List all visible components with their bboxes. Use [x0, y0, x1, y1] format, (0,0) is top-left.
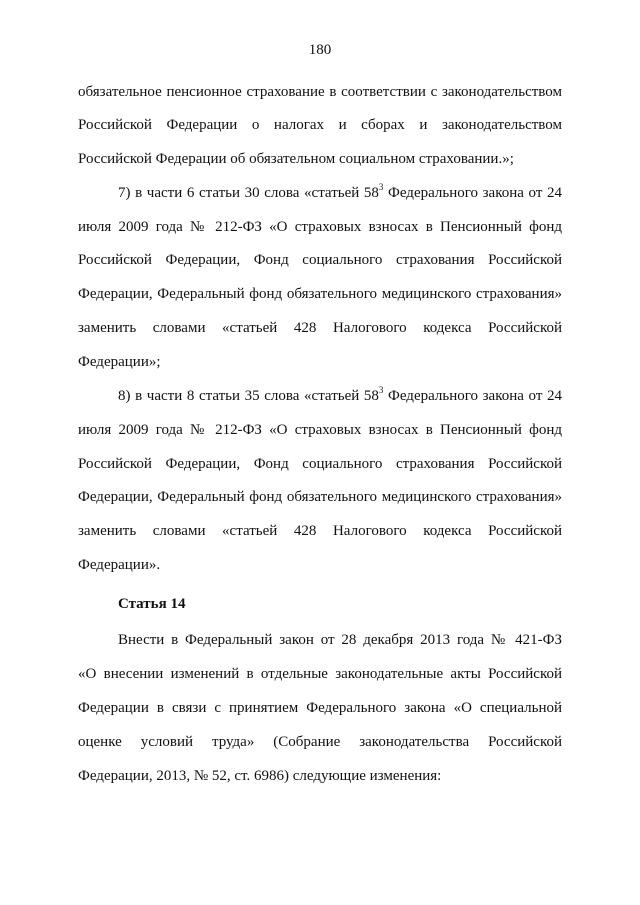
paragraph-line: Федерации, Федеральный фонд обязательного медицинского страхования» — [78, 489, 562, 505]
paragraph-line: июля 2009 года № 212-ФЗ «О страховых взносах в Пенсионный фонд — [78, 422, 562, 438]
paragraph-line: оценке условий труда» (Собрание законодательства Российской — [78, 734, 562, 750]
paragraph-line: заменить словами «статьей 428 Налогового кодекса Российской — [78, 320, 562, 336]
item-8-text-a: 8) в части 8 статьи 35 слова «статьей 58 — [118, 388, 379, 404]
paragraph-line: Федерации, 2013, № 52, ст. 6986) следующие изменения: — [78, 768, 442, 784]
item-7-text-b: Федерального закона от 24 — [383, 185, 562, 201]
superscript: 3 — [378, 182, 384, 192]
paragraph-line: обязательное пенсионное страхование в соответствии с законодательством — [78, 84, 562, 100]
paragraph-line: Федерации в связи с принятием Федерального закона «О специальной — [78, 700, 562, 716]
article-heading: Статья 14 — [118, 596, 186, 612]
item-8-first-line — [118, 387, 562, 405]
paragraph-line: Российской Федерации, Фонд социального страхования Российской — [78, 252, 562, 268]
item-8-text-b: Федерального закона от 24 — [383, 388, 562, 404]
paragraph-line: Российской Федерации о налогах и сборах и законодательством — [78, 117, 562, 133]
paragraph-line: «О внесении изменений в отдельные законодательные акты Российской — [78, 666, 562, 682]
paragraph-line: Российской Федерации об обязательном социальном страховании.»; — [78, 151, 514, 167]
superscript: 3 — [378, 385, 384, 395]
item-7-first-line — [118, 184, 562, 202]
paragraph-line: Российской Федерации, Фонд социального страхования Российской — [78, 456, 562, 472]
paragraph-line: Внести в Федеральный закон от 28 декабря 2013 года № 421-ФЗ — [118, 632, 562, 648]
item-7-text-a: 7) в части 6 статьи 30 слова «статьей 58 — [118, 185, 379, 201]
page-number: 180 — [308, 42, 332, 58]
paragraph-line: заменить словами «статьей 428 Налогового кодекса Российской — [78, 523, 562, 539]
paragraph-line: Федерации». — [78, 557, 161, 573]
paragraph-line: Федерации»; — [78, 354, 161, 370]
paragraph-line: июля 2009 года № 212-ФЗ «О страховых взносах в Пенсионный фонд — [78, 219, 562, 235]
paragraph-line: Федерации, Федеральный фонд обязательного медицинского страхования» — [78, 286, 562, 302]
